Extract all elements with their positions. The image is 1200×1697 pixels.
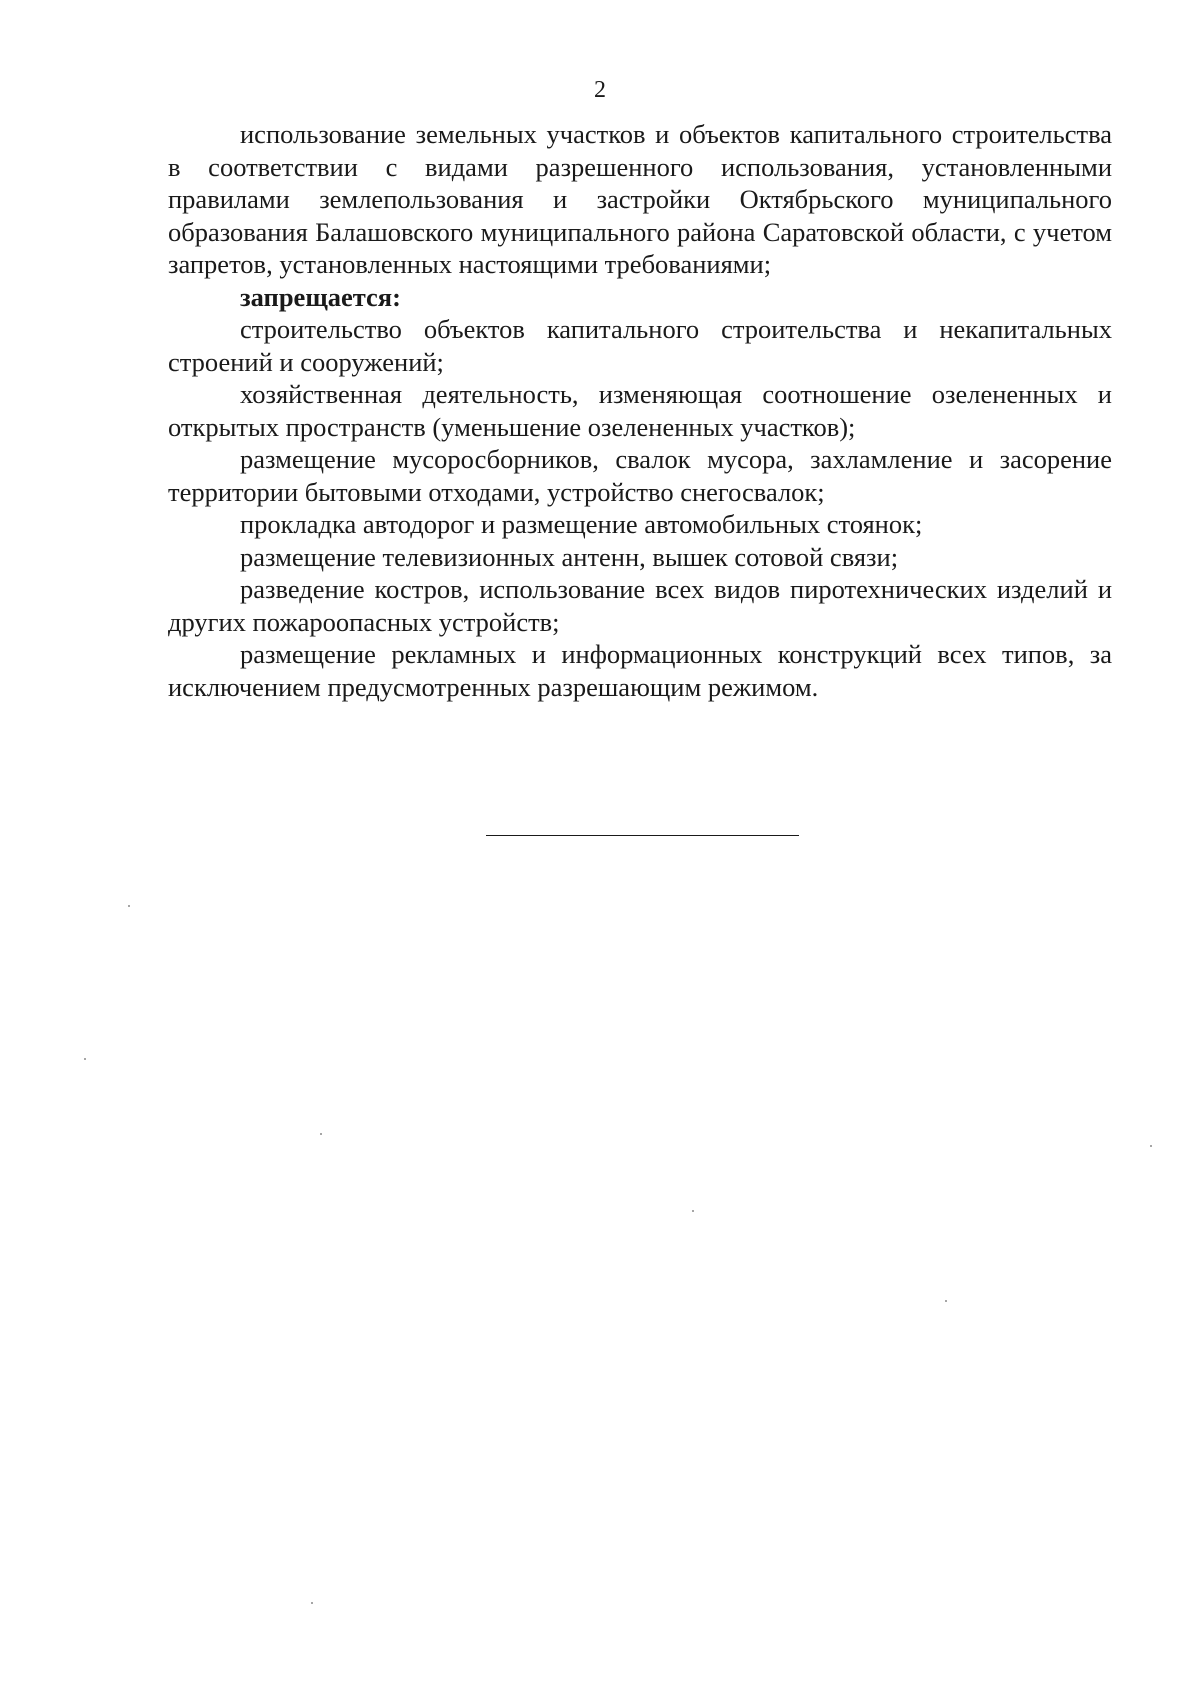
scan-speck: [84, 1058, 86, 1060]
scan-speck: [945, 1300, 947, 1302]
prohibition-item: размещение мусоросборников, свалок мусора, захламление и засорение территории бытовыми отходами, устройство снегосвалок;: [168, 444, 1112, 507]
scan-speck: [1150, 1145, 1152, 1147]
scan-speck: [128, 905, 130, 907]
prohibition-item: прокладка автодорог и размещение автомобильных стоянок;: [240, 509, 923, 539]
end-of-text-rule: [486, 835, 799, 836]
scan-speck: [692, 1210, 694, 1212]
prohibition-item: разведение костров, использование всех видов пиротехнических изделий и других пожароопасных устройств;: [168, 574, 1112, 637]
prohibition-item: размещение рекламных и информационных конструкций всех типов, за исключением предусмотренных разрешающим режимом.: [168, 639, 1112, 702]
scan-speck: [311, 1602, 313, 1604]
heading-prohibited: запрещается:: [240, 281, 401, 312]
prohibition-item: размещение телевизионных антенн, вышек сотовой связи;: [240, 541, 899, 572]
paragraph-permitted-use: использование земельных участков и объектов капитального строительства в соответствии с видами разрешенного использования, установленными правилами землепользования и застройки Октябрьского муниципального образования Балашовского муниципального района Саратовской области, с учетом запретов, установленных настоящими требованиями;: [168, 119, 1112, 279]
scan-speck: [320, 1133, 322, 1135]
prohibition-item: хозяйственная деятельность, изменяющая соотношение озелененных и открытых пространств (уменьшение озелененных участков);: [168, 379, 1112, 442]
prohibition-item: строительство объектов капитального строительства и некапитальных строений и сооружений;: [168, 314, 1112, 377]
page-number: 2: [594, 77, 606, 103]
document-body: [168, 118, 1112, 703]
